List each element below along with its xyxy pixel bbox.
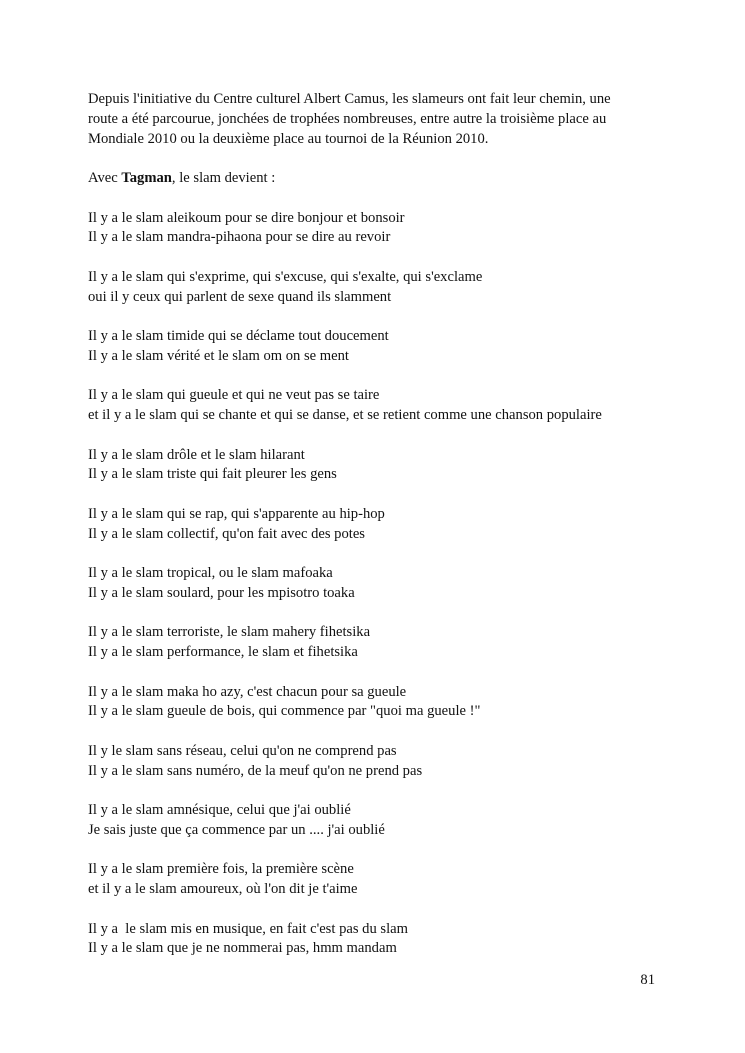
intro-line: route a été parcourue, jonchées de trophées nombreuses, entre autre la troisième place au [88,110,607,127]
page-number: 81 [640,972,655,988]
stanza [88,742,668,782]
stanza [88,209,668,249]
poem-line: Il y a le slam timide qui se déclame tout doucement [88,328,389,344]
poem [88,209,668,960]
stanza [88,860,668,900]
poem-line: Il y a le slam drôle et le slam hilarant [88,446,305,463]
poem-line: Il y a le slam performance, le slam et fihetsika [88,644,358,660]
poem-line: Il y a le slam maka ho azy, c'est chacun pour sa gueule [88,683,407,700]
stanza [88,920,668,960]
poem-line: Il y a le slam soulard, pour les mpisotro toaka [88,584,355,601]
poem-line: Il y a le slam qui gueule et qui ne veut pas se taire [88,387,380,404]
stanza [88,386,668,426]
poem-line: Il y a le slam tropical, ou le slam mafoaka [88,565,333,581]
poem-line: Il y a le slam collectif, qu'on fait avec des potes [88,525,365,542]
lead-line [88,169,668,189]
poem-line: Il y a le slam terroriste, le slam mahery fihetsika [88,624,371,641]
stanza [88,505,668,545]
poem-line: Il y a le slam mis en musique, en fait c'est pas du slam [88,920,408,937]
poem-line: et il y a le slam qui se chante et qui se danse, et se retient comme une chanson populaire [88,407,602,423]
poem-line: Il y a le slam sans numéro, de la meuf qu'on ne prend pas [88,762,423,779]
stanza [88,446,668,486]
lead-prefix: Avec [88,170,122,186]
stanza [88,801,668,841]
intro-paragraph [88,90,668,149]
poem-line: Il y le slam sans réseau, celui qu'on ne comprend pas [88,742,397,759]
poem-line: Il y a le slam qui se rap, qui s'apparente au hip-hop [88,505,385,522]
lead-suffix: , le slam devient : [171,170,276,186]
stanza [88,683,668,723]
poem-line: Il y a le slam aleikoum pour se dire bonjour et bonsoir [88,209,405,226]
poem-line: Il y a le slam que je ne nommerai pas, hmm mandam [88,940,397,957]
poem-line: et il y a le slam amoureux, où l'on dit je t'aime [88,881,358,897]
poem-line: oui il y ceux qui parlent de sexe quand ils slamment [88,288,392,305]
poem-line: Il y a le slam première fois, la première scène [88,861,354,878]
artist-name: Tagman [121,170,172,186]
stanza [88,268,668,308]
page-content [88,90,668,979]
intro-line: Mondiale 2010 ou la deuxième place au tournoi de la Réunion 2010. [88,130,489,147]
poem-line: Il y a le slam vérité et le slam om on se ment [88,347,349,364]
poem-line: Il y a le slam triste qui fait pleurer les gens [88,466,337,483]
poem-line: Il y a le slam mandra-pihaona pour se dire au revoir [88,229,391,246]
poem-line: Il y a le slam gueule de bois, qui commence par "quoi ma gueule !" [88,703,481,720]
intro-line: Depuis l'initiative du Centre culturel Albert Camus, les slameurs ont fait leur chemin, une [88,91,611,107]
stanza [88,623,668,663]
poem-line: Je sais juste que ça commence par un .... j'ai oublié [88,821,385,838]
poem-line: Il y a le slam qui s'exprime, qui s'excuse, qui s'exalte, qui s'exclame [88,268,483,285]
poem-line: Il y a le slam amnésique, celui que j'ai oublié [88,802,351,818]
stanza [88,327,668,367]
stanza [88,564,668,604]
